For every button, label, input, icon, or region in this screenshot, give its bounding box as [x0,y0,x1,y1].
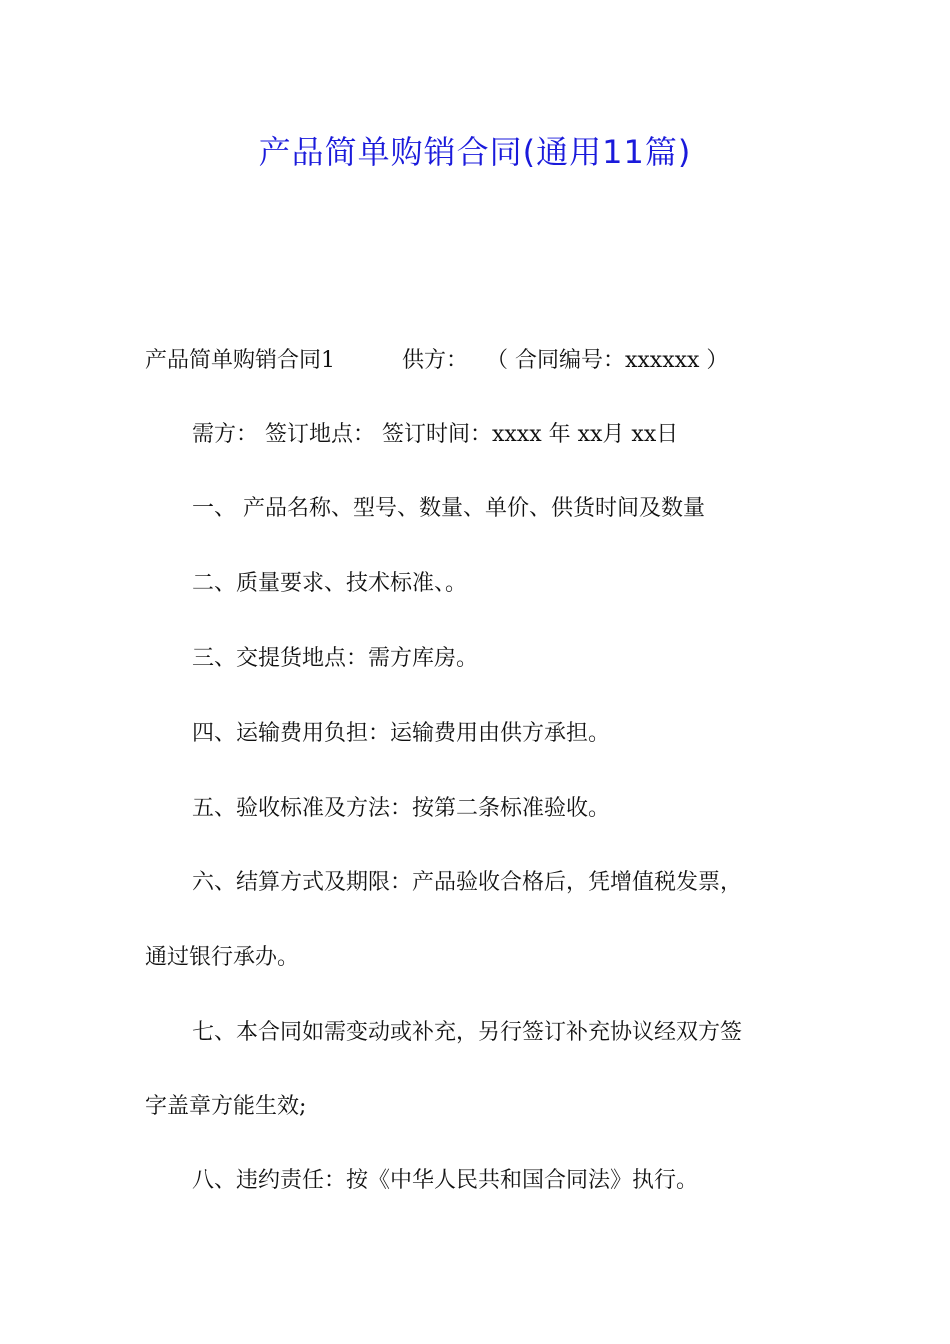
clause-6: 六、结算方式及期限：产品验收合格后，凭增值税发票， [192,870,743,895]
clause-8: 八、违约责任：按《中华人民共和国合同法》执行。 [192,1168,699,1193]
clause-7-continued: 字盖章方能生效; [145,1094,307,1119]
buyer-signing-line: 需方： 签订地点： 签订时间：xxxx 年 xx月 xx日 [192,422,679,447]
clause-6-continued: 通过银行承办。 [145,945,300,970]
contract-header-line [145,346,728,376]
clause-7: 七、本合同如需变动或补充，另行签订补充协议经双方签 [192,1020,743,1045]
document-title: 产品简单购销合同(通用11篇) [258,133,692,171]
clause-3: 三、交提货地点：需方库房。 [192,646,479,671]
contract-number: （ 合同编号：xxxxxx ） [486,348,729,373]
clause-1: 一、 产品名称、型号、数量、单价、供货时间及数量 [192,496,705,521]
clause-5: 五、验收标准及方法：按第二条标准验收。 [192,796,611,821]
clause-4: 四、运输费用负担：运输费用由供方承担。 [192,721,611,746]
contract-label: 产品简单购销合同1 [145,348,335,373]
supplier-label: 供方： [402,348,469,373]
clause-2: 二、质量要求、技术标准、。 [192,571,468,596]
